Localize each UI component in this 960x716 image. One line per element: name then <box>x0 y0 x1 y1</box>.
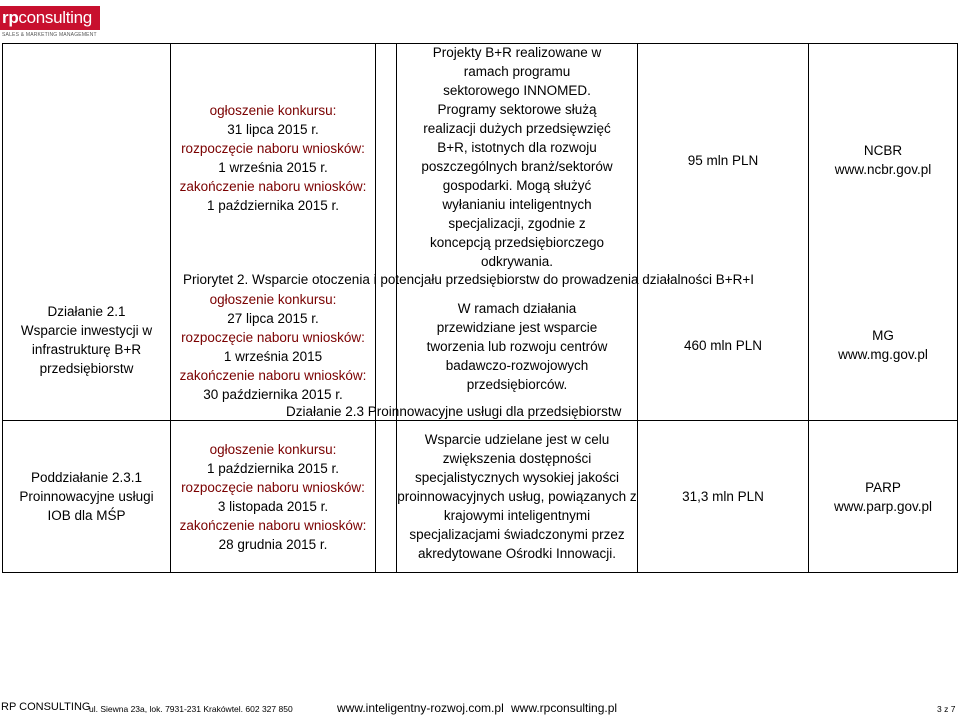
row2-dates-cell <box>171 288 375 406</box>
row3-dates-cell <box>171 421 375 572</box>
row2-measure-line: infrastrukturę B+R <box>31 342 142 357</box>
row3-date-line: zakończenie naboru wniosków: <box>179 517 367 533</box>
row2-institution-line[interactable]: www.mg.gov.pl <box>838 347 928 362</box>
row2-date-line: zakończenie naboru wniosków: <box>179 368 367 383</box>
row1-description-line: sektorowego INNOMED. <box>443 83 591 98</box>
row1-budget-cell <box>638 44 808 276</box>
row3-date-line: 1 października 2015 r. <box>206 460 340 476</box>
row1-institution-line[interactable]: www.ncbr.gov.pl <box>834 162 932 177</box>
row3-description-line: specjalistycznych wysokiej jakości <box>414 470 620 485</box>
row3-institution-cell <box>809 421 957 572</box>
row3-date-line: ogłoszenie konkursu: <box>209 441 337 457</box>
table-border-bottom <box>2 572 958 573</box>
row3-date-line: 3 listopada 2015 r. <box>217 498 329 514</box>
logo-tagline: SALES & MARKETING MANAGEMENT <box>2 32 97 38</box>
row3-description-line: zwiększenia dostępności <box>442 451 592 466</box>
row1-dates-cell <box>171 90 375 226</box>
row2-measure-line: Działanie 2.1 <box>47 304 126 319</box>
row2-budget: 460 mln PLN <box>683 337 763 353</box>
table-border-right <box>957 43 958 573</box>
row1-description-line: specjalizacji, zgodnie z <box>448 216 586 231</box>
company-logo <box>0 2 104 40</box>
row3-measure-line: Proinnowacyjne usługi <box>19 489 154 504</box>
logo-name: consulting <box>18 8 92 27</box>
row1-description-line: Projekty B+R realizowane w <box>432 45 602 60</box>
row2-description-cell <box>397 296 637 396</box>
row1-description-line: wyłanianiu inteligentnych <box>442 197 592 212</box>
row3-description-line: Wsparcie udzielane jest w celu <box>424 432 610 447</box>
action-banner: Działanie 2.3 Proinnowacyjne usługi dla przedsiębiorstw <box>286 404 622 419</box>
row2-institution-line: MG <box>872 328 894 343</box>
row3-measure-cell <box>3 421 170 572</box>
row3-measure-line: Poddziałanie 2.3.1 <box>30 470 143 485</box>
priority-banner: Priorytet 2. Wsparcie otoczenia i potencjału przedsiębiorstw do prowadzenia działalności B+R+I <box>183 272 755 287</box>
row3-budget-cell <box>638 421 808 572</box>
row1-description-cell <box>397 44 637 270</box>
row2-description-line: tworzenia lub rozwoju centrów <box>426 338 608 354</box>
row2-institution-cell <box>809 320 957 370</box>
page-footer <box>0 700 960 716</box>
footer-page-number: 3 z 7 <box>937 704 956 714</box>
footer-address: ul. Siewna 23a, lok. 7931-231 Krakówtel. 602 327 850 <box>89 704 293 714</box>
row1-description-line: ramach programu <box>463 64 571 79</box>
row3-institution-line[interactable]: www.parp.gov.pl <box>833 498 933 514</box>
row2-measure-cell <box>3 290 170 390</box>
row2-description-line: przewidziane jest wsparcie <box>436 319 598 335</box>
row1-description-line: koncepcją przedsiębiorczego <box>429 235 605 250</box>
row1-date-line: 31 lipca 2015 r. <box>227 122 319 137</box>
row1-date-line: rozpoczęcie naboru wniosków: <box>181 141 365 156</box>
row3-institution-line: PARP <box>865 479 901 495</box>
row3-description-line: krajowymi inteligentnymi <box>443 508 591 523</box>
logo-prefix: rp <box>2 8 19 27</box>
row1-description-line: gospodarki. Mogą służyć <box>442 178 592 193</box>
row3-date-line: 28 grudnia 2015 r. <box>218 536 328 552</box>
row2-description-line: przedsiębiorców. <box>466 376 568 392</box>
column-divider <box>375 43 376 573</box>
logo-mark <box>0 6 100 30</box>
row3-budget: 31,3 mln PLN <box>682 489 764 504</box>
row3-date-line: rozpoczęcie naboru wniosków: <box>181 479 365 495</box>
row1-description-line: realizacji dużych przedsięwzięć <box>423 121 611 136</box>
row2-description-line: W ramach działania <box>457 300 577 316</box>
row1-description-line: B+R, istotnych dla rozwoju <box>437 140 597 155</box>
row1-institution-cell <box>809 44 957 276</box>
row3-description-line: akredytowane Ośrodki Innowacji. <box>417 546 617 561</box>
row1-date-line: 1 października 2015 r. <box>206 198 340 213</box>
row3-measure-line: IOB dla MŚP <box>47 508 126 523</box>
footer-website-1[interactable]: www.inteligentny-rozwoj.com.pl <box>337 701 504 715</box>
row2-date-line: 1 września 2015 <box>223 349 323 364</box>
row2-date-line: 27 lipca 2015 r. <box>227 311 319 326</box>
row2-budget-cell <box>638 330 808 360</box>
row1-description-line: poszczególnych branż/sektorów <box>421 159 613 174</box>
row1-institution-line: NCBR <box>863 143 903 158</box>
row1-description-line: odkrywania. <box>480 254 554 269</box>
row2-measure-line: przedsiębiorstw <box>39 361 134 376</box>
row2-description-line: badawczo-rozwojowych <box>445 357 589 373</box>
row1-budget: 95 mln PLN <box>687 152 759 168</box>
row2-measure-line: Wsparcie inwestycji w <box>20 323 153 338</box>
row3-description-line: specjalizacjami świadczonymi przez <box>409 527 625 542</box>
row3-description-line: proinnowacyjnych usług, powiązanych z <box>397 489 637 504</box>
row2-date-line: 30 października 2015 r. <box>203 387 343 402</box>
row1-date-line: 1 września 2015 r. <box>218 160 328 175</box>
row1-date-line: ogłoszenie konkursu: <box>209 103 337 118</box>
row1-description-line: Programy sektorowe służą <box>437 102 597 117</box>
row1-date-line: zakończenie naboru wniosków: <box>179 179 367 194</box>
footer-company: RP CONSULTING <box>1 701 91 713</box>
row3-description-cell <box>397 421 637 572</box>
row2-date-line: rozpoczęcie naboru wniosków: <box>181 330 365 345</box>
row2-date-line: ogłoszenie konkursu: <box>209 292 337 307</box>
footer-website-2[interactable]: www.rpconsulting.pl <box>511 701 618 715</box>
